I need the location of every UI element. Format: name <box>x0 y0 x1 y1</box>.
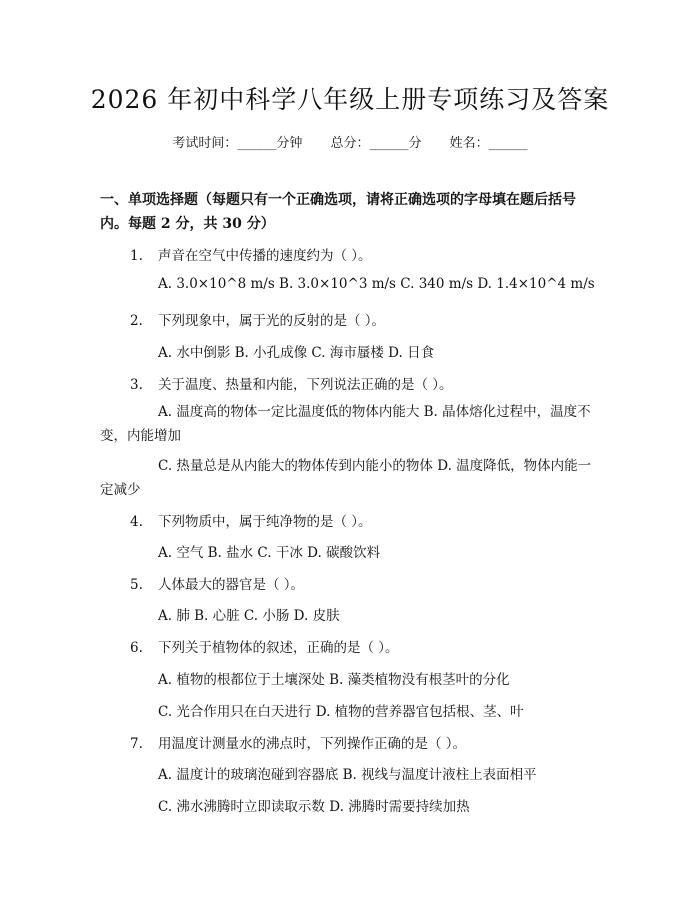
exam-time-field: 考试时间：______分钟 <box>172 136 303 151</box>
question-number: 1. <box>130 248 143 264</box>
page-title: 2026 年初中科学八年级上册专项练习及答案 <box>90 85 610 114</box>
student-name-field: 姓名：______ <box>449 136 528 151</box>
question-2 <box>130 309 385 329</box>
question-5 <box>130 573 304 593</box>
exam-meta-line <box>0 132 700 151</box>
question-number: 5. <box>130 577 143 593</box>
question-text: 关于温度、热量和内能，下列说法正确的是（ ）。 <box>158 377 453 393</box>
question-text: 用温度计测量水的沸点时，下列操作正确的是（ ）。 <box>158 736 467 752</box>
question-text: 下列现象中，属于光的反射的是（ ）。 <box>158 313 386 329</box>
question-number: 3. <box>130 377 143 393</box>
question-7-options-ab: A. 温度计的玻璃泡碰到容器底 B. 视线与温度计液柱上表面相平 <box>158 767 537 783</box>
question-7-options-cd: C. 沸水沸腾时立即读取示数 D. 沸腾时需要持续加热 <box>158 799 470 815</box>
question-1-options: A. 3.0×10^8 m/s B. 3.0×10^3 m/s C. 340 m/s D. 1.4×10^4 m/s <box>158 276 595 292</box>
question-4-options: A. 空气 B. 盐水 C. 干冰 D. 碳酸饮料 <box>158 545 381 561</box>
question-6-options-cd: C. 光合作用只在白天进行 D. 植物的营养器官包括根、茎、叶 <box>158 704 524 720</box>
question-3-options-cd: C. 热量总是从内能大的物体传到内能小的物体 D. 温度降低，物体内能一定减少 <box>100 458 592 498</box>
question-text: 声音在空气中传播的速度约为（ ）。 <box>158 248 372 264</box>
question-3-options-ab: A. 温度高的物体一定比温度低的物体内能大 B. 晶体熔化过程中，温度不变，内能增加 <box>100 404 591 444</box>
question-4 <box>130 510 372 530</box>
question-number: 7. <box>130 736 143 752</box>
question-number: 6. <box>130 640 143 656</box>
question-text: 下列物质中，属于纯净物的是（ ）。 <box>158 514 372 530</box>
question-number: 4. <box>130 514 143 530</box>
question-5-options: A. 肺 B. 心脏 C. 小肠 D. 皮肤 <box>158 608 340 624</box>
question-3 <box>130 373 453 393</box>
total-score-field: 总分：______分 <box>330 136 422 151</box>
question-number: 2. <box>130 313 143 329</box>
question-text: 下列关于植物体的叙述，正确的是（ ）。 <box>158 640 399 656</box>
question-1 <box>130 244 372 264</box>
question-6-options-ab: A. 植物的根都位于土壤深处 B. 藻类植物没有根茎叶的分化 <box>158 672 510 688</box>
question-7 <box>130 732 466 752</box>
section-heading: 一、单项选择题（每题只有一个正确选项，请将正确选项的字母填在题后括号内。每题 2 分，共 30 分） <box>100 192 576 232</box>
question-text: 人体最大的器官是（ ）。 <box>158 577 305 593</box>
question-6 <box>130 636 399 656</box>
question-2-options: A. 水中倒影 B. 小孔成像 C. 海市蜃楼 D. 日食 <box>158 345 435 361</box>
